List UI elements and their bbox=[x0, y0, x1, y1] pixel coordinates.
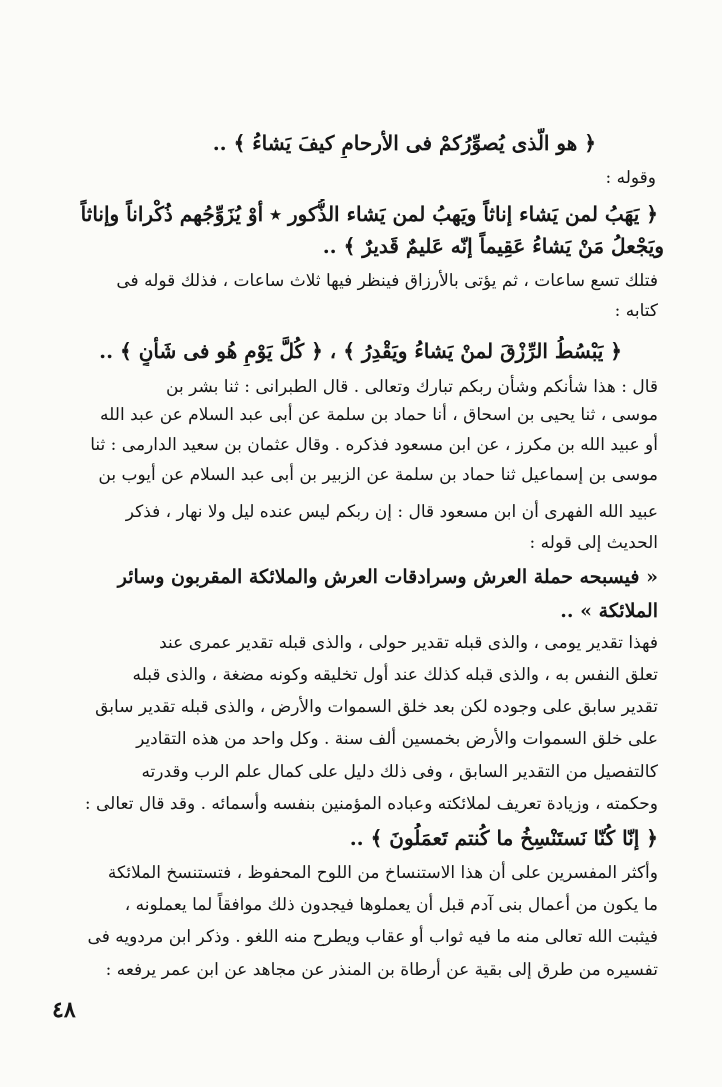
text-line: فتلك تسع ساعات ، ثم يؤتى بالأرزاق فينظر فيها ثلاث ساعات ، فذلك قوله فى bbox=[116, 271, 658, 291]
text-line: عبيد الله الفهرى أن ابن مسعود قال : إن ربكم ليس عنده ليل ولا نهار ، فذكر bbox=[125, 502, 658, 522]
text-line: على خلق السموات والأرض بخمسين ألف سنة . وكل واحد من هذه التقادير bbox=[136, 729, 658, 749]
text-line: تقدير سابق على وجوده لكن بعد خلق السموات والأرض ، والذى قبله تقدير سابق bbox=[95, 697, 658, 717]
quran-verse: ﴿ إنّا كُنّا نَستَنْسِخُ ما كُنتم تَعمَلُونَ ﴾ .. bbox=[349, 826, 658, 850]
text-line: تفسيره من طرق إلى بقية عن أرطاة بن المنذر عن مجاهد عن ابن عمر يرفعه : bbox=[105, 960, 658, 980]
text-line: فيثبت الله تعالى منه ما فيه ثواب أو عقاب ويطرح منه اللغو . وذكر ابن مردويه فى bbox=[87, 927, 658, 947]
hadith-quote: « فيسبحه حملة العرش وسرادقات العرش والملائكة المقربون وسائر bbox=[117, 566, 658, 588]
page-number: ٤٨ bbox=[52, 997, 76, 1023]
text-line: أو عبيد الله بن مكرز ، عن ابن مسعود فذكره . وقال عثمان بن سعيد الدارمى : ثنا bbox=[90, 435, 658, 455]
text-line: كتابه : bbox=[614, 301, 658, 321]
text-line: كالتفصيل من التقدير السابق ، وفى ذلك دليل على كمال علم الرب وقدرته bbox=[141, 762, 658, 782]
text-line: وحكمته ، وزيادة تعريف لملائكته وعباده المؤمنين بنفسه وأسمائه . وقد قال تعالى : bbox=[84, 794, 658, 814]
text-line: وأكثر المفسرين على أن هذا الاستنساخ من اللوح المحفوظ ، فتستنسخ الملائكة bbox=[107, 863, 658, 883]
text-line: وقوله : bbox=[605, 168, 656, 188]
text-line: ما يكون من أعمال بنى آدم قبل أن يعملوها فيجدون ذلك موافقاً لما يعملونه ، bbox=[124, 895, 658, 915]
hadith-quote: الملائكة » .. bbox=[560, 600, 658, 622]
text-line: قال : هذا شأنكم وشأن ربكم تبارك وتعالى . قال الطبرانى : ثنا بشر بن bbox=[166, 377, 658, 397]
quran-verse: ﴿ يَهَبُ لمن يَشاء إناثاً ويَهبُ لمن يَشاء الذُّكور ٭ أوْ يُزَوِّجُهم ذُكْراناً وإناثاً bbox=[80, 202, 658, 226]
text-line: موسى ، ثنا يحيى بن اسحاق ، أنا حماد بن سلمة عن أبى عبد السلام عن عبد الله bbox=[100, 405, 658, 425]
quran-verse: ﴿ هو الّذى يُصوِّرُكمْ فى الأرحامِ كيفَ يَشاءُ ﴾ .. bbox=[212, 131, 596, 155]
text-line: موسى بن إسماعيل ثنا حماد بن سلمة عن الزبير بن أبى عبد السلام عن أيوب بن bbox=[98, 465, 658, 485]
quran-verse: ﴿ يَبْسُطُ الرِّزْقَ لمنْ يَشاءُ ويَقْدِرُ ﴾ ، ﴿ كُلَّ يَوْمٍ هُو فى شَأْنٍ ﴾ .. bbox=[99, 339, 622, 363]
quran-verse: ويَجْعلُ مَنْ يَشاءُ عَقِيماً إنّه عَليمٌ قَديرٌ ﴾ .. bbox=[322, 234, 664, 258]
text-line: تعلق النفس به ، والذى قبله كذلك عند أول تخليقه وكونه مضغة ، والذى قبله bbox=[132, 665, 658, 685]
text-line: فهذا تقدير يومى ، والذى قبله تقدير حولى ، والذى قبله تقدير عمرى عند bbox=[159, 633, 658, 653]
text-line: الحديث إلى قوله : bbox=[529, 533, 658, 553]
